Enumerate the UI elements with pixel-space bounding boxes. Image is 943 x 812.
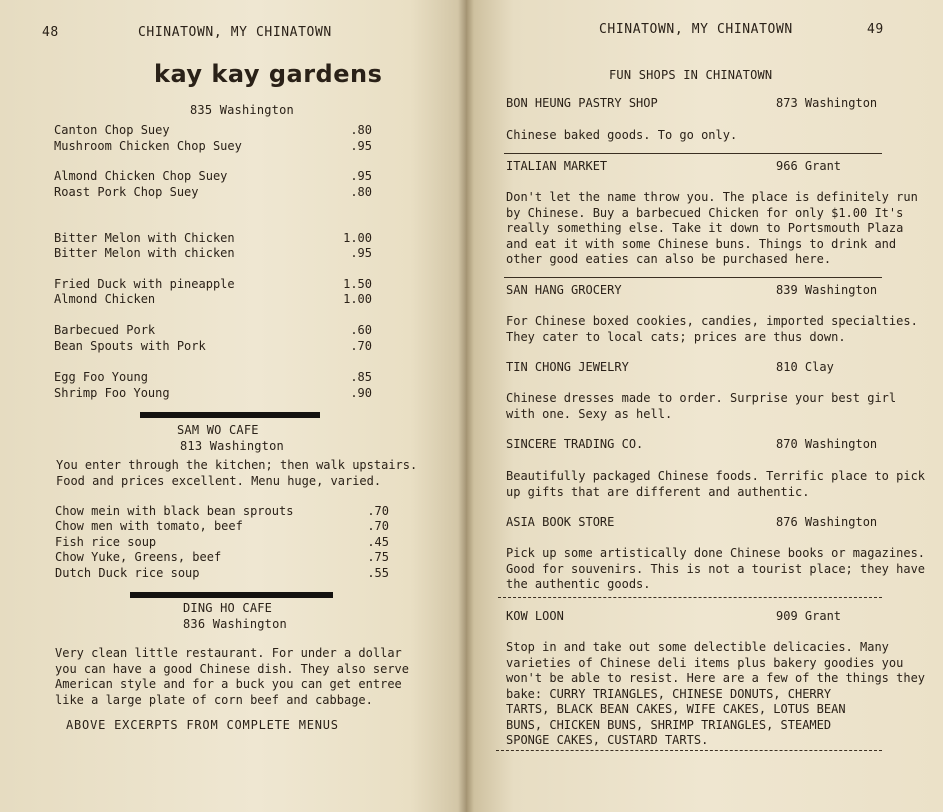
- restaurant-title-kay-kay: kay kay gardens: [154, 60, 383, 88]
- description-line: Chinese dresses made to order. Surprise your best girl: [506, 391, 897, 405]
- menus-footer-note: ABOVE EXCERPTS FROM COMPLETE MENUS: [66, 718, 339, 732]
- restaurant-title-ding-ho: DING HO CAFE: [183, 601, 273, 615]
- running-head-left: CHINATOWN, MY CHINATOWN: [138, 25, 332, 40]
- description-line: really something else. Take it down to Portsmouth Plaza: [506, 221, 904, 235]
- shop-name: SINCERE TRADING CO.: [506, 437, 644, 451]
- description-line: Stop in and take out some delectible delicacies. Many: [506, 640, 889, 654]
- shop-name: TIN CHONG JEWELRY: [506, 360, 629, 374]
- shop-name: ITALIAN MARKET: [506, 159, 608, 173]
- restaurant-address-ding-ho: 836 Washington: [183, 617, 287, 631]
- description-line: you can have a good Chinese dish. They also serve: [55, 661, 410, 676]
- divider-rule: [130, 592, 333, 598]
- menu-item-price: .70: [350, 339, 372, 353]
- menu-item-price: .60: [350, 323, 372, 337]
- menu-item-price: .70: [367, 504, 389, 518]
- description-line: Pick up some artistically done Chinese books or magazines.: [506, 546, 926, 560]
- shop-address: 870 Washington: [776, 437, 878, 451]
- divider-rule: [140, 412, 320, 418]
- shop-description: [506, 391, 896, 422]
- shop-name: ASIA BOOK STORE: [506, 515, 615, 529]
- description-line: other good eaties can also be purchased here.: [506, 252, 832, 266]
- description-line: up gifts that are different and authentic.: [506, 484, 810, 499]
- shop-description: [506, 128, 737, 144]
- shop-description: [506, 546, 925, 593]
- shop-description: [506, 314, 918, 345]
- menu-item-price: .80: [350, 123, 372, 137]
- menu-item-name: Chow mein with black bean sprouts: [55, 504, 294, 518]
- shop-description: [506, 640, 925, 749]
- shop-address: 873 Washington: [776, 96, 878, 110]
- description-line: bake: CURRY TRIANGLES, CHINESE DONUTS, CHERRY: [506, 686, 832, 701]
- menu-item-name: Fried Duck with pineapple: [54, 277, 235, 291]
- shop-address: 876 Washington: [776, 515, 878, 529]
- section-title: FUN SHOPS IN CHINATOWN: [609, 68, 773, 82]
- menu-item-name: Egg Foo Young: [54, 370, 148, 384]
- menu-item-price: .90: [350, 386, 372, 400]
- description-line: Chinese baked goods. To go only.: [506, 128, 738, 142]
- shop-name: BON HEUNG PASTRY SHOP: [506, 96, 658, 110]
- menu-item-name: Bitter Melon with Chicken: [54, 231, 235, 245]
- shop-name: KOW LOON: [506, 609, 564, 623]
- menu-item-name: Chow men with tomato, beef: [55, 519, 243, 533]
- menu-item-price: 1.00: [343, 231, 372, 245]
- page-number-right: 49: [867, 22, 884, 37]
- menu-item-price: .75: [367, 550, 389, 564]
- ding-ho-description: [55, 646, 409, 708]
- menu-item-price: .80: [350, 185, 372, 199]
- description-line: won't be able to resist. Here are a few of the things they: [506, 671, 926, 685]
- menu-item-price: .45: [367, 535, 389, 549]
- menu-item-name: Barbecued Pork: [54, 323, 156, 337]
- menu-item-name: Almond Chicken Chop Suey: [54, 169, 228, 183]
- menu-item-name: Canton Chop Suey: [54, 123, 170, 137]
- description-line: BUNS, CHICKEN BUNS, SHRIMP TRIANGLES, STEAMED: [506, 717, 832, 732]
- shop-address: 839 Washington: [776, 283, 878, 297]
- menu-item-price: .95: [350, 246, 372, 260]
- divider-dashed: [498, 597, 882, 598]
- description-line: American style and for a buck you can get entree: [55, 677, 402, 691]
- restaurant-title-sam-wo: SAM WO CAFE: [177, 423, 259, 437]
- description-line: Don't let the name throw you. The place is definitely run: [506, 190, 918, 204]
- description-line: varieties of Chinese deli items plus bakery goodies you: [506, 655, 904, 670]
- shop-description: [506, 190, 918, 268]
- description-line: You enter through the kitchen; then walk upstairs.: [56, 458, 418, 472]
- menu-item-name: Bitter Melon with chicken: [54, 246, 235, 260]
- description-line: and eat it with some Chinese buns. Things to drink and: [506, 236, 897, 251]
- description-line: Good for souvenirs. This is not a tourist place; they have: [506, 561, 926, 576]
- description-line: For Chinese boxed cookies, candies, imported specialties.: [506, 314, 918, 328]
- description-line: Very clean little restaurant. For under a dollar: [55, 646, 402, 660]
- description-line: They cater to local cats; prices are thus down.: [506, 329, 846, 344]
- right-page: [466, 0, 943, 812]
- menu-item-price: 1.50: [343, 277, 372, 291]
- menu-item-price: .95: [350, 139, 372, 153]
- restaurant-address-sam-wo: 813 Washington: [180, 439, 284, 453]
- menu-item-name: Fish rice soup: [55, 535, 157, 549]
- menu-item-name: Bean Spouts with Pork: [54, 339, 206, 353]
- menu-item-price: .70: [367, 519, 389, 533]
- description-line: with one. Sexy as hell.: [506, 406, 673, 421]
- menu-item-name: Roast Pork Chop Suey: [54, 185, 199, 199]
- shop-description: [506, 469, 925, 500]
- menu-item-price: 1.00: [343, 292, 372, 306]
- menu-item-name: Mushroom Chicken Chop Suey: [54, 139, 242, 153]
- shop-address: 966 Grant: [776, 159, 842, 173]
- shop-address: 810 Clay: [776, 360, 834, 374]
- book-gutter-shadow: [458, 0, 474, 812]
- description-line: Food and prices excellent. Menu huge, varied.: [56, 473, 382, 488]
- menu-item-price: .85: [350, 370, 372, 384]
- description-line: like a large plate of corn beef and cabbage.: [55, 692, 373, 707]
- menu-item-price: .55: [367, 566, 389, 580]
- shop-name: SAN HANG GROCERY: [506, 283, 622, 297]
- description-line: by Chinese. Buy a barbecued Chicken for only $1.00 It's: [506, 205, 904, 220]
- menu-item-name: Almond Chicken: [54, 292, 156, 306]
- divider-rule: [504, 277, 882, 278]
- description-line: the authentic goods.: [506, 577, 651, 591]
- page-number-left: 48: [42, 25, 59, 40]
- menu-item-name: Chow Yuke, Greens, beef: [55, 550, 222, 564]
- menu-item-price: .95: [350, 169, 372, 183]
- restaurant-address-kay-kay: 835 Washington: [190, 103, 294, 117]
- running-head-right: CHINATOWN, MY CHINATOWN: [599, 22, 793, 37]
- divider-rule: [504, 153, 882, 154]
- left-page: [0, 0, 466, 812]
- menu-item-name: Shrimp Foo Young: [54, 386, 170, 400]
- description-line: Beautifully packaged Chinese foods. Terrific place to pick: [506, 469, 926, 483]
- shop-address: 909 Grant: [776, 609, 842, 623]
- menu-item-name: Dutch Duck rice soup: [55, 566, 200, 580]
- description-line: SPONGE CAKES, CUSTARD TARTS.: [506, 733, 709, 747]
- sam-wo-description: [56, 458, 417, 489]
- description-line: TARTS, BLACK BEAN CAKES, WIFE CAKES, LOTUS BEAN: [506, 702, 846, 716]
- divider-dashed: [496, 750, 882, 751]
